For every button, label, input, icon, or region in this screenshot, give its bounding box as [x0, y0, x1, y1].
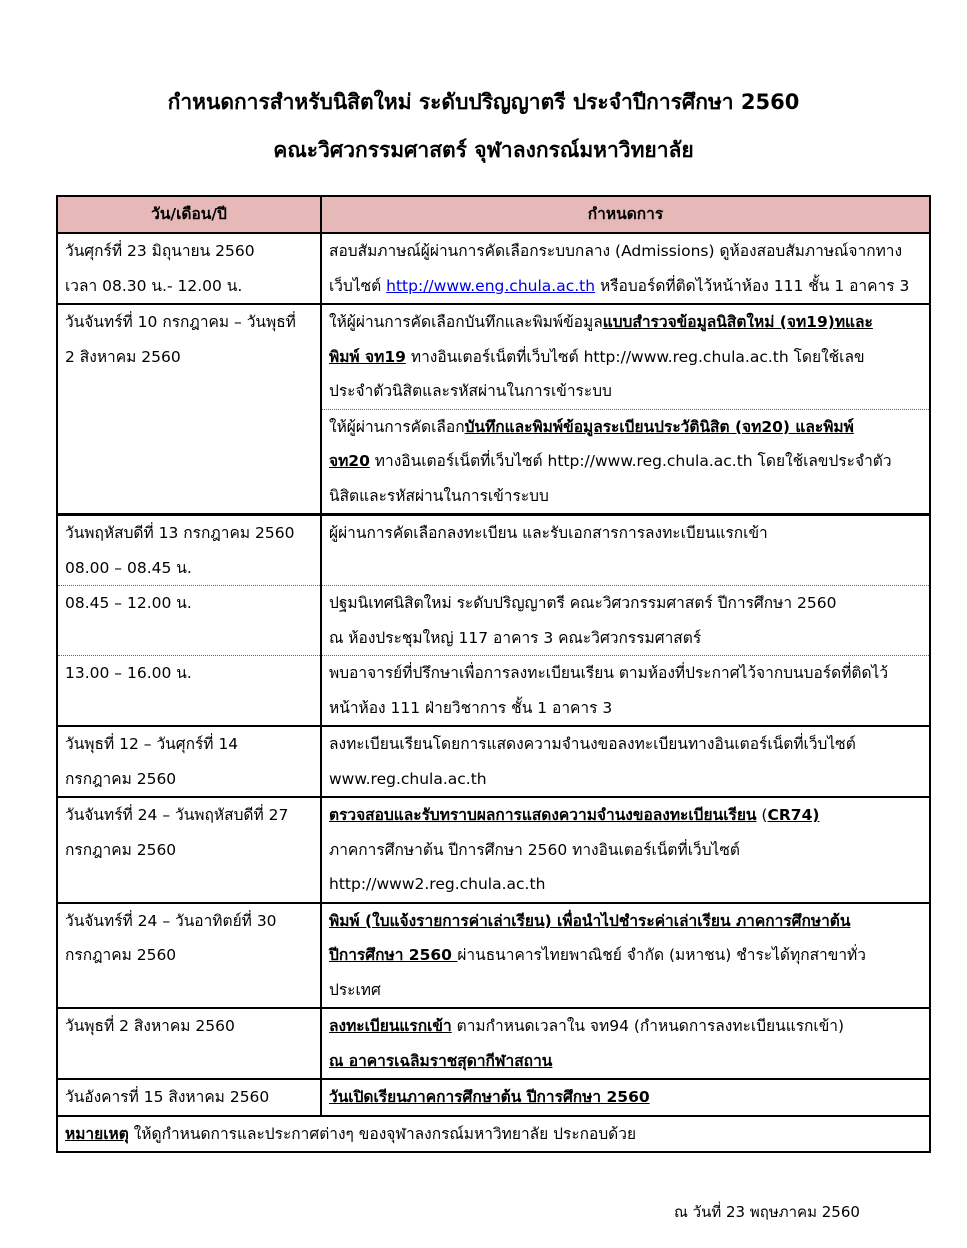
schedule-text: ( [756, 806, 768, 824]
note-row [57, 1116, 930, 1153]
schedule-text: สอบสัมภาษณ์ผู้ผ่านการคัดเลือกระบบกลาง (Admissions) ดูห้องสอบสัมภาษณ์จากทาง [329, 242, 903, 260]
date-cell [57, 586, 321, 656]
date-text: วันจันทร์ที่ 24 – วันอาทิตย์ที่ 30 [65, 911, 277, 930]
page-title-line-1: กำหนดการสำหรับนิสิตใหม่ ระดับปริญญาตรี ประจำปีการศึกษา 2560 [167, 90, 800, 114]
time-text: 13.00 – 16.00 น. [65, 664, 192, 682]
schedule-text: เว็บไซต์ [329, 276, 387, 295]
schedule-table [56, 195, 931, 1153]
table-row [57, 233, 930, 304]
date-text: วันพุธที่ 2 สิงหาคม 2560 [65, 1017, 235, 1035]
note-text: ให้ดูกำหนดการและประกาศต่างๆ ของจุฬาลงกรณ์มหาวิทยาลัย ประกอบด้วย [128, 1124, 637, 1143]
schedule-text: หรือบอร์ดที่ติดไว้หน้าห้อง 111 ชั้น 1 อาคาร 3 [595, 276, 910, 295]
time-text: 08.45 – 12.00 น. [65, 594, 192, 612]
schedule-text: ผู้ผ่านการคัดเลือกลงทะเบียน และรับเอกสารการลงทะเบียนแรกเข้า [329, 524, 768, 542]
schedule-text: ภาคการศึกษาต้น ปีการศึกษา 2560 ทางอินเตอร์เน็ตที่เว็บไซต์ [329, 840, 740, 859]
schedule-cell [321, 233, 930, 304]
date-cell [57, 233, 321, 304]
table-row [57, 656, 930, 727]
print-form-label: พิมพ์ จท19 [329, 347, 406, 366]
date-text: วันจันทร์ที่ 24 – วันพฤหัสบดีที่ 27 [65, 806, 289, 824]
schedule-text: ให้ผู้ผ่านการคัดเลือก [329, 417, 465, 436]
date-cell [57, 1079, 321, 1116]
print-form-label: จท20 [329, 452, 370, 470]
table-row [57, 726, 930, 797]
date-text: วันพุธที่ 12 – วันศุกร์ที่ 14 [65, 735, 239, 753]
schedule-cell [321, 1079, 930, 1116]
schedule-text: ประเทศ [329, 980, 381, 999]
schedule-cell [321, 656, 930, 727]
date-cell [57, 1008, 321, 1079]
schedule-text: ณ ห้องประชุมใหญ่ 117 อาคาร 3 คณะวิศวกรรมศาสตร์ [329, 628, 702, 647]
schedule-text: ทางอินเตอร์เน็ตที่เว็บไซต์ http://www.reg.chula.ac.th โดยใช้เลขประจำตัว [369, 452, 892, 470]
schedule-text: ประจำตัวนิสิตและรหัสผ่านในการเข้าระบบ [329, 382, 612, 400]
schedule-text: www.reg.chula.ac.th [329, 769, 487, 788]
date-text: วันศุกร์ที่ 23 มิถุนายน 2560 [65, 242, 255, 260]
date-cell [57, 903, 321, 1009]
date-text: วันจันทร์ที่ 10 กรกฎาคม – วันพุธที่ [65, 313, 296, 331]
date-text: วันพฤหัสบดีที่ 13 กรกฎาคม 2560 [65, 524, 295, 542]
record-form-title: บันทึกและพิมพ์ข้อมูลระเบียนประวัตินิสิต (จท20) และพิมพ์ [464, 417, 854, 436]
table-row [57, 586, 930, 656]
schedule-cell [321, 903, 930, 1009]
schedule-text: ตามกำหนดเวลาใน จท94 (กำหนดการลงทะเบียนแรกเข้า) [451, 1017, 845, 1035]
schedule-text: ทางอินเตอร์เน็ตที่เว็บไซต์ http://www.reg.chula.ac.th โดยใช้เลข [405, 347, 865, 366]
date-cell [57, 797, 321, 903]
table-row [57, 1008, 930, 1079]
survey-form-title: แบบสำรวจข้อมูลนิสิตใหม่ (จท19)ทและ [602, 313, 873, 331]
table-row [57, 304, 930, 409]
date-cell [57, 656, 321, 727]
schedule-cell [321, 409, 930, 515]
schedule-highlight: ลงทะเบียนแรกเข้า [329, 1017, 452, 1035]
schedule-text-line [329, 269, 922, 304]
table-row [57, 903, 930, 1009]
schedule-text: ปฐมนิเทศนิสิตใหม่ ระดับปริญญาตรี คณะวิศวกรรมศาสตร์ ปีการศึกษา 2560 [329, 594, 837, 612]
issue-date: ณ วันที่ 23 พฤษภาคม 2560 [674, 1203, 860, 1221]
table-row [57, 1079, 930, 1116]
schedule-text: หน้าห้อง 111 ฝ่ายวิชาการ ชั้น 1 อาคาร 3 [329, 698, 613, 717]
table-row [57, 515, 930, 586]
header-schedule: กำหนดการ [321, 196, 930, 233]
schedule-cell [321, 586, 930, 656]
time-text: เวลา 08.30 น.- 12.00 น. [65, 276, 243, 295]
schedule-highlight: ตรวจสอบและรับทราบผลการแสดงความจำนงขอลงทะเบียนเรียน [329, 806, 757, 824]
schedule-text: ผ่านธนาคารไทยพาณิชย์ จำกัด (มหาชน) ชำระได้ทุกสาขาทั่ว [457, 946, 866, 964]
header-date: วัน/เดือน/ปี [57, 196, 321, 233]
table-header-row [57, 196, 930, 233]
page-title-line-2: คณะวิศวกรรมศาสตร์ จุฬาลงกรณ์มหาวิทยาลัย [273, 138, 694, 162]
date-text: 2 สิงหาคม 2560 [65, 347, 181, 366]
date-cell [57, 304, 321, 515]
schedule-text: ลงทะเบียนเรียนโดยการแสดงความจำนงขอลงทะเบียนทางอินเตอร์เน็ตที่เว็บไซต์ [329, 735, 856, 753]
date-cell [57, 515, 321, 586]
date-cell [57, 726, 321, 797]
eng-website-link[interactable]: http://www.eng.chula.ac.th [386, 276, 596, 295]
form-code: CR74) [767, 806, 820, 824]
schedule-cell [321, 304, 930, 409]
table-row [57, 797, 930, 903]
schedule-cell [321, 1008, 930, 1079]
schedule-cell [321, 515, 930, 586]
schedule-highlight: พิมพ์ (ใบแจ้งรายการค่าเล่าเรียน) เพื่อนำไปชำระค่าเล่าเรียน ภาคการศึกษาต้น [329, 911, 851, 930]
schedule-text: http://www2.reg.chula.ac.th [329, 875, 546, 893]
schedule-cell [321, 726, 930, 797]
schedule-highlight: วันเปิดเรียนภาคการศึกษาต้น ปีการศึกษา 2560 [329, 1088, 650, 1106]
time-text: 08.00 – 08.45 น. [65, 558, 192, 577]
schedule-text: ให้ผู้ผ่านการคัดเลือกบันทึกและพิมพ์ข้อมูล [329, 313, 603, 331]
schedule-text: นิสิตและรหัสผ่านในการเข้าระบบ [329, 486, 549, 505]
date-text: กรกฎาคม 2560 [65, 840, 177, 859]
note-cell [57, 1116, 930, 1153]
schedule-cell [321, 797, 930, 903]
date-text: กรกฎาคม 2560 [65, 769, 177, 788]
date-text: กรกฎาคม 2560 [65, 946, 177, 964]
schedule-highlight: ปีการศึกษา 2560 [329, 946, 458, 964]
note-label: หมายเหตุ [65, 1124, 129, 1143]
schedule-text: พบอาจารย์ที่ปรึกษาเพื่อการลงทะเบียนเรียน ตามห้องที่ประกาศไว้จากบนบอร์ดที่ติดไว้ [329, 664, 889, 682]
date-text: วันอังคารที่ 15 สิงหาคม 2560 [65, 1088, 270, 1106]
venue-text: ณ อาคารเฉลิมราชสุดากีฬาสถาน [329, 1051, 553, 1070]
